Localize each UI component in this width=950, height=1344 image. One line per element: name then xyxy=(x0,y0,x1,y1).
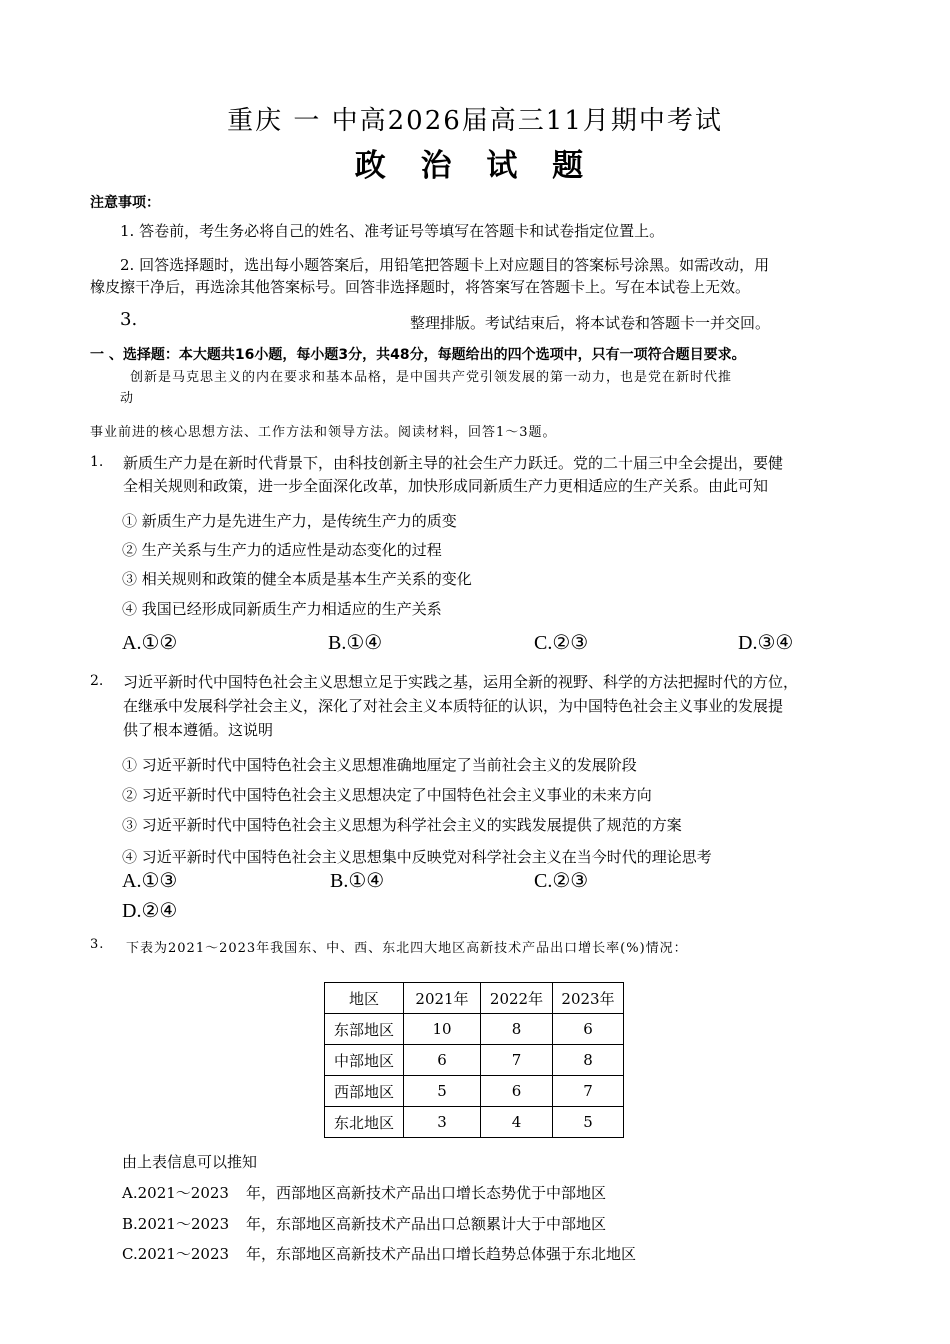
q3-option-c-years: C.2021～2023 xyxy=(122,1245,230,1263)
table-row xyxy=(325,1045,624,1076)
q1-statement-2: ② 生产关系与生产力的适应性是动态变化的过程 xyxy=(122,541,442,559)
q1-statement-1: ① 新质生产力是先进生产力，是传统生产力的质变 xyxy=(122,512,457,530)
q2-stem-line-1: 习近平新时代中国特色社会主义思想立足于实践之基，运用全新的视野、科学的方法把握时代的方位， xyxy=(123,673,799,691)
q2-statement-1: ① 习近平新时代中国特色社会主义思想准确地厘定了当前社会主义的发展阶段 xyxy=(122,756,637,774)
q3-option-b-text: 年，东部地区高新技术产品出口总额累计大于中部地区 xyxy=(246,1215,607,1233)
q1-statement-3: ③ 相关规则和政策的健全本质是基本生产关系的变化 xyxy=(122,570,472,588)
table-cell: 中部地区 xyxy=(325,1045,404,1076)
q2-statement-2: ② 习近平新时代中国特色社会主义思想决定了中国特色社会主义事业的未来方向 xyxy=(122,786,652,804)
intro-line-3: 事业前进的核心思想方法、工作方法和领导方法。阅读材料，回答1～3题。 xyxy=(90,425,557,440)
notice-item-1: 1. 答卷前，考生务必将自己的姓名、准考证号等填写在答题卡和试卷指定位置上。 xyxy=(120,222,665,240)
q2-option-c: C.②③ xyxy=(534,870,589,892)
growth-rate-table xyxy=(324,982,624,1138)
notice-item-3-number: 3. xyxy=(120,309,138,330)
q3-option-b-years: B.2021～2023 xyxy=(122,1215,230,1233)
table-cell: 5 xyxy=(404,1076,481,1107)
table-cell: 7 xyxy=(481,1045,553,1076)
intro-line-1: 创新是马克思主义的内在要求和基本品格，是中国共产党引领发展的第一动力，也是党在新时代推 xyxy=(130,370,733,385)
table-cell: 东部地区 xyxy=(325,1014,404,1045)
table-cell: 5 xyxy=(553,1107,624,1138)
q1-statement-4: ④ 我国已经形成同新质生产力相适应的生产关系 xyxy=(122,600,442,618)
table-cell: 8 xyxy=(553,1045,624,1076)
q3-option-a-text: 年，西部地区高新技术产品出口增长态势优于中部地区 xyxy=(246,1184,607,1202)
table-header-cell: 2021年 xyxy=(404,983,481,1014)
q3-lead: 由上表信息可以推知 xyxy=(122,1153,258,1171)
q2-stem-line-3: 供了根本遵循。这说明 xyxy=(123,721,274,739)
table-row xyxy=(325,1014,624,1045)
q1-number: 1. xyxy=(90,454,104,470)
q3-number: 3. xyxy=(90,937,105,952)
exam-title: 重庆 一 中高2026届高三11月期中考试 xyxy=(227,106,723,136)
notice-item-2-line-1: 2. 回答选择题时，选出每小题答案后，用铅笔把答题卡上对应题目的答案标号涂黑。如需改动，用 xyxy=(120,256,770,274)
table-cell: 4 xyxy=(481,1107,553,1138)
q2-statement-3: ③ 习近平新时代中国特色社会主义思想为科学社会主义的实践发展提供了规范的方案 xyxy=(122,816,682,834)
q1-option-b: B.①④ xyxy=(328,632,383,654)
table-cell: 10 xyxy=(404,1014,481,1045)
q1-stem-line-2: 全相关规则和政策，进一步全面深化改革，加快形成同新质生产力更相适应的生产关系。由此可知 xyxy=(123,477,769,495)
table-cell: 6 xyxy=(404,1045,481,1076)
q1-option-c: C.②③ xyxy=(534,632,589,654)
q3-option-a-years: A.2021～2023 xyxy=(122,1184,229,1202)
subject-title: 政 治 试 题 xyxy=(354,148,596,184)
table-cell: 6 xyxy=(481,1076,553,1107)
q1-option-a: A.①② xyxy=(122,632,178,654)
table-header-cell: 地区 xyxy=(325,983,404,1014)
table-header-cell: 2023年 xyxy=(553,983,624,1014)
q2-option-b: B.①④ xyxy=(330,870,385,892)
notice-heading: 注意事项： xyxy=(90,195,160,211)
table-cell: 6 xyxy=(553,1014,624,1045)
table-cell: 西部地区 xyxy=(325,1076,404,1107)
q2-statement-4: ④ 习近平新时代中国特色社会主义思想集中反映党对科学社会主义在当今时代的理论思考 xyxy=(122,848,712,866)
table-row xyxy=(325,1107,624,1138)
table-cell: 8 xyxy=(481,1014,553,1045)
q3-stem: 下表为2021～2023年我国东、中、西、东北四大地区高新技术产品出口增长率(%)情况： xyxy=(126,941,688,956)
q3-option-c-text: 年，东部地区高新技术产品出口增长趋势总体强于东北地区 xyxy=(246,1245,637,1263)
table-header-cell: 2022年 xyxy=(481,983,553,1014)
table-header-row xyxy=(325,983,624,1014)
table-cell: 7 xyxy=(553,1076,624,1107)
q2-stem-line-2: 在继承中发展科学社会主义，深化了对社会主义本质特征的认识，为中国特色社会主义事业的发展提 xyxy=(123,697,784,715)
q1-option-d: D.③④ xyxy=(738,632,794,654)
intro-line-2: 动 xyxy=(120,391,135,406)
notice-item-3-text: 整理排版。考试结束后，将本试卷和答题卡一并交回。 xyxy=(410,314,771,332)
q2-number: 2. xyxy=(90,673,104,689)
table-row xyxy=(325,1076,624,1107)
q1-stem-line-1: 新质生产力是在新时代背景下，由科技创新主导的社会生产力跃迁。党的二十届三中全会提出，要健 xyxy=(123,454,784,472)
q2-option-d: D.②④ xyxy=(122,900,178,922)
table-cell: 3 xyxy=(404,1107,481,1138)
notice-item-2-line-2: 橡皮擦干净后，再选涂其他答案标号。回答非选择题时，将答案写在答题卡上。写在本试卷上无效。 xyxy=(90,278,751,296)
q2-option-a: A.①③ xyxy=(122,870,178,892)
table-cell: 东北地区 xyxy=(325,1107,404,1138)
section-heading: 一 、选择题：本大题共16小题，每小题3分，共48分，每题给出的四个选项中，只有一项符合题目要求。 xyxy=(90,347,746,363)
